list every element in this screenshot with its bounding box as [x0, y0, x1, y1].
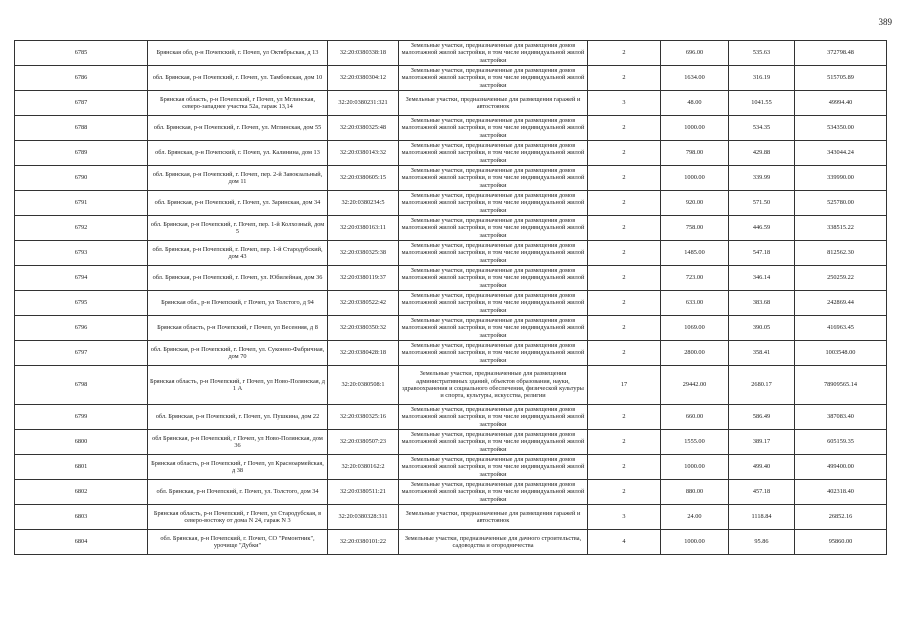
row-specific-value: 571.50 — [729, 191, 795, 216]
row-number: 6803 — [15, 505, 148, 530]
row-number: 6797 — [15, 341, 148, 366]
row-cadastral-value: 605159.35 — [795, 430, 887, 455]
row-area: 1000.00 — [661, 166, 729, 191]
row-group: 17 — [588, 366, 661, 405]
row-specific-value: 358.41 — [729, 341, 795, 366]
table-row — [15, 405, 887, 430]
row-address: обл Брянская, р-н Почепский, г Почеп, ул Ново-Полянская, дом 36 — [148, 430, 328, 455]
row-cadastral-number: 32:20:0380325:48 — [328, 116, 399, 141]
row-group: 2 — [588, 266, 661, 291]
row-land-use: Земельные участки, предназначенные для размещения домов малоэтажной жилой застройки, в том числе индивидуальной жилой застройки — [399, 41, 588, 66]
row-address: Брянская область, р-н Почепский, г Почеп, ул Красноармейская, д 38 — [148, 455, 328, 480]
row-address: обл. Брянская, р-н Почепский, г. Почеп, СО "Ремонтник", урочище "Дубки" — [148, 530, 328, 555]
row-cadastral-number: 32:20:0380522:42 — [328, 291, 399, 316]
row-area: 880.00 — [661, 480, 729, 505]
row-land-use: Земельные участки, предназначенные для размещения домов малоэтажной жилой застройки, в том числе индивидуальной жилой застройки — [399, 405, 588, 430]
row-cadastral-value: 416963.45 — [795, 316, 887, 341]
row-cadastral-value: 515705.89 — [795, 66, 887, 91]
row-cadastral-number: 32:20:0380428:18 — [328, 341, 399, 366]
row-number: 6799 — [15, 405, 148, 430]
row-cadastral-value: 402318.40 — [795, 480, 887, 505]
row-group: 2 — [588, 66, 661, 91]
row-area: 798.00 — [661, 141, 729, 166]
row-land-use: Земельные участки, предназначенные для размещения домов малоэтажной жилой застройки, в том числе индивидуальной жилой застройки — [399, 455, 588, 480]
row-land-use: Земельные участки, предназначенные для размещения домов малоэтажной жилой застройки, в том числе индивидуальной жилой застройки — [399, 216, 588, 241]
row-address: обл. Брянская, р-н Почепский, г. Почеп, ул. Заринская, дом 34 — [148, 191, 328, 216]
row-cadastral-value: 343044.24 — [795, 141, 887, 166]
row-number: 6785 — [15, 41, 148, 66]
row-area: 758.00 — [661, 216, 729, 241]
table-row — [15, 291, 887, 316]
row-area: 1000.00 — [661, 530, 729, 555]
table-row — [15, 480, 887, 505]
row-specific-value: 2680.17 — [729, 366, 795, 405]
row-address: обл. Брянская, р-н Почепский, г. Почеп, пер. 1-й Стародубский, дом 43 — [148, 241, 328, 266]
row-cadastral-number: 32:20:0380163:11 — [328, 216, 399, 241]
row-specific-value: 316.19 — [729, 66, 795, 91]
table-row — [15, 141, 887, 166]
row-group: 2 — [588, 41, 661, 66]
row-cadastral-number: 32:20:0380325:38 — [328, 241, 399, 266]
row-specific-value: 390.05 — [729, 316, 795, 341]
row-specific-value: 429.88 — [729, 141, 795, 166]
row-land-use: Земельные участки, предназначенные для размещения домов малоэтажной жилой застройки, в том числе индивидуальной жилой застройки — [399, 430, 588, 455]
row-cadastral-number: 32:20:0380350:32 — [328, 316, 399, 341]
row-cadastral-value: 1003548.00 — [795, 341, 887, 366]
row-number: 6791 — [15, 191, 148, 216]
row-specific-value: 1041.55 — [729, 91, 795, 116]
row-specific-value: 446.59 — [729, 216, 795, 241]
row-specific-value: 586.49 — [729, 405, 795, 430]
row-address: Брянская обл., р-н Почепский, г Почеп, ул Толстого, д 94 — [148, 291, 328, 316]
page-number: 389 — [878, 17, 892, 27]
row-land-use: Земельные участки, предназначенные для размещения гаражей и автостоянок — [399, 91, 588, 116]
row-specific-value: 499.40 — [729, 455, 795, 480]
row-area: 1069.00 — [661, 316, 729, 341]
row-number: 6792 — [15, 216, 148, 241]
row-specific-value: 339.99 — [729, 166, 795, 191]
row-number: 6787 — [15, 91, 148, 116]
row-number: 6795 — [15, 291, 148, 316]
row-group: 2 — [588, 216, 661, 241]
row-area: 1000.00 — [661, 116, 729, 141]
row-land-use: Земельные участки, предназначенные для размещения домов малоэтажной жилой застройки, в том числе индивидуальной жилой застройки — [399, 166, 588, 191]
row-address: Брянская область, р-н Почепский, г Почеп, ул Весенняя, д 8 — [148, 316, 328, 341]
row-address: Брянская область, р-н Почепский, г Почеп, ул Стародубская, в северо-востоку от дома N 24, гараж N 3 — [148, 505, 328, 530]
row-cadastral-value: 49994.40 — [795, 91, 887, 116]
row-address: Брянская обл, р-н Почепский, г. Почеп, ул Октябрьская, д 13 — [148, 41, 328, 66]
row-land-use: Земельные участки, предназначенные для размещения гаражей и автостоянок — [399, 505, 588, 530]
row-land-use: Земельные участки, предназначенные для размещения домов малоэтажной жилой застройки, в том числе индивидуальной жилой застройки — [399, 341, 588, 366]
row-number: 6804 — [15, 530, 148, 555]
row-address: обл. Брянская, р-н Почепский, г. Почеп, ул. Мглинская, дом 55 — [148, 116, 328, 141]
row-land-use: Земельные участки, предназначенные для размещения административных зданий, объектов образования, науки, здравоохранения и социального обеспечения, физической культуры и спорта, культуры, искусства, религии — [399, 366, 588, 405]
row-cadastral-value: 525780.00 — [795, 191, 887, 216]
table-row — [15, 455, 887, 480]
row-cadastral-number: 32:20:0380328:311 — [328, 505, 399, 530]
row-area: 660.00 — [661, 405, 729, 430]
row-land-use: Земельные участки, предназначенные для размещения домов малоэтажной жилой застройки, в том числе индивидуальной жилой застройки — [399, 480, 588, 505]
table-row — [15, 366, 887, 405]
row-area: 633.00 — [661, 291, 729, 316]
row-area: 723.00 — [661, 266, 729, 291]
row-address: обл. Брянская, р-н Почепский, г. Почеп, ул. Толстого, дом 34 — [148, 480, 328, 505]
row-address: обл. Брянская, р-н Почепский, г. Почеп, пер. 1-й Колхозный, дом 5 — [148, 216, 328, 241]
row-cadastral-number: 32:20:0380511:21 — [328, 480, 399, 505]
table-row — [15, 430, 887, 455]
row-cadastral-value: 534350.00 — [795, 116, 887, 141]
row-cadastral-number: 32:20:0380304:12 — [328, 66, 399, 91]
row-specific-value: 383.68 — [729, 291, 795, 316]
row-number: 6786 — [15, 66, 148, 91]
table-row — [15, 216, 887, 241]
table-row — [15, 91, 887, 116]
row-address: обл. Брянская, р-н Почепский, г. Почеп, ул. Калинина, дом 13 — [148, 141, 328, 166]
row-cadastral-value: 26852.16 — [795, 505, 887, 530]
table-row — [15, 191, 887, 216]
row-land-use: Земельные участки, предназначенные для размещения домов малоэтажной жилой застройки, в том числе индивидуальной жилой застройки — [399, 291, 588, 316]
row-land-use: Земельные участки, предназначенные для размещения домов малоэтажной жилой застройки, в том числе индивидуальной жилой застройки — [399, 141, 588, 166]
row-land-use: Земельные участки, предназначенные для размещения домов малоэтажной жилой застройки, в том числе индивидуальной жилой застройки — [399, 241, 588, 266]
row-land-use: Земельные участки, предназначенные для размещения домов малоэтажной жилой застройки, в том числе индивидуальной жилой застройки — [399, 191, 588, 216]
row-cadastral-value: 250259.22 — [795, 266, 887, 291]
row-specific-value: 1118.84 — [729, 505, 795, 530]
row-number: 6800 — [15, 430, 148, 455]
row-area: 29442.00 — [661, 366, 729, 405]
row-group: 3 — [588, 91, 661, 116]
row-area: 1634.00 — [661, 66, 729, 91]
row-address: обл. Брянская, р-н Почепский, г. Почеп, ул. Суконно-Фабричная, дом 70 — [148, 341, 328, 366]
row-group: 2 — [588, 455, 661, 480]
row-group: 2 — [588, 291, 661, 316]
row-address: Брянская область, р-н Почепский, г Почеп, ул Ново-Полянская, д 1 А — [148, 366, 328, 405]
row-number: 6793 — [15, 241, 148, 266]
row-number: 6801 — [15, 455, 148, 480]
row-cadastral-number: 32:20:0380338:18 — [328, 41, 399, 66]
row-cadastral-number: 32:20:0380325:16 — [328, 405, 399, 430]
row-group: 2 — [588, 166, 661, 191]
row-specific-value: 389.17 — [729, 430, 795, 455]
row-cadastral-number: 32:20:0380143:32 — [328, 141, 399, 166]
row-area: 1000.00 — [661, 455, 729, 480]
row-cadastral-value: 339990.00 — [795, 166, 887, 191]
row-number: 6789 — [15, 141, 148, 166]
row-number: 6796 — [15, 316, 148, 341]
row-cadastral-number: 32:20:0380231:321 — [328, 91, 399, 116]
table-row — [15, 241, 887, 266]
row-cadastral-number: 32:20:0380119:37 — [328, 266, 399, 291]
row-specific-value: 95.86 — [729, 530, 795, 555]
row-number: 6794 — [15, 266, 148, 291]
row-group: 2 — [588, 141, 661, 166]
row-group: 3 — [588, 505, 661, 530]
row-specific-value: 534.35 — [729, 116, 795, 141]
row-number: 6788 — [15, 116, 148, 141]
table-row — [15, 316, 887, 341]
row-group: 2 — [588, 316, 661, 341]
row-land-use: Земельные участки, предназначенные для размещения домов малоэтажной жилой застройки, в том числе индивидуальной жилой застройки — [399, 266, 588, 291]
row-cadastral-number: 32:20:0380507:23 — [328, 430, 399, 455]
row-group: 2 — [588, 405, 661, 430]
row-group: 2 — [588, 430, 661, 455]
table-row — [15, 66, 887, 91]
row-group: 4 — [588, 530, 661, 555]
table-row — [15, 116, 887, 141]
row-area: 24.00 — [661, 505, 729, 530]
row-land-use: Земельные участки, предназначенные для размещения домов малоэтажной жилой застройки, в том числе индивидуальной жилой застройки — [399, 116, 588, 141]
row-cadastral-number: 32:20:0380605:15 — [328, 166, 399, 191]
row-area: 48.00 — [661, 91, 729, 116]
row-area: 1555.00 — [661, 430, 729, 455]
row-specific-value: 346.14 — [729, 266, 795, 291]
row-area: 920.00 — [661, 191, 729, 216]
row-land-use: Земельные участки, предназначенные для размещения домов малоэтажной жилой застройки, в том числе индивидуальной жилой застройки — [399, 66, 588, 91]
row-area: 2800.00 — [661, 341, 729, 366]
row-address: Брянская область, р-н Почепский, г Почеп, ул Мглинская, северо-западнее участка 52а, гараж 13,14 — [148, 91, 328, 116]
row-address: обл. Брянская, р-н Почепский, г. Почеп, пер. 2-й Завокзальный, дом 11 — [148, 166, 328, 191]
row-cadastral-value: 338515.22 — [795, 216, 887, 241]
row-cadastral-value: 242869.44 — [795, 291, 887, 316]
row-number: 6790 — [15, 166, 148, 191]
row-cadastral-number: 32:20:0380234:5 — [328, 191, 399, 216]
row-specific-value: 457.18 — [729, 480, 795, 505]
table-row — [15, 266, 887, 291]
row-cadastral-value: 499400.00 — [795, 455, 887, 480]
row-area: 696.00 — [661, 41, 729, 66]
row-address: обл. Брянская, р-н Почепский, г. Почеп, ул. Юбилейная, дом 36 — [148, 266, 328, 291]
row-specific-value: 535.63 — [729, 41, 795, 66]
row-area: 1485.00 — [661, 241, 729, 266]
table-row — [15, 530, 887, 555]
cadastral-value-table — [14, 40, 887, 555]
table-row — [15, 166, 887, 191]
row-cadastral-value: 387083.40 — [795, 405, 887, 430]
row-land-use: Земельные участки, предназначенные для размещения домов малоэтажной жилой застройки, в том числе индивидуальной жилой застройки — [399, 316, 588, 341]
row-number: 6802 — [15, 480, 148, 505]
row-cadastral-value: 95860.00 — [795, 530, 887, 555]
row-group: 2 — [588, 341, 661, 366]
table-row — [15, 341, 887, 366]
row-cadastral-value: 78909565.14 — [795, 366, 887, 405]
row-land-use: Земельные участки, предназначенные для дачного строительства, садоводства и огородничества — [399, 530, 588, 555]
row-cadastral-value: 372798.48 — [795, 41, 887, 66]
row-address: обл. Брянская, р-н Почепский, г. Почеп, ул. Тамбовская, дом 10 — [148, 66, 328, 91]
row-cadastral-number: 32:20:0380162:2 — [328, 455, 399, 480]
row-group: 2 — [588, 480, 661, 505]
row-number: 6798 — [15, 366, 148, 405]
row-specific-value: 547.18 — [729, 241, 795, 266]
row-group: 2 — [588, 116, 661, 141]
row-cadastral-number: 32:20:0380101:22 — [328, 530, 399, 555]
row-cadastral-number: 32:20:0380508:1 — [328, 366, 399, 405]
table-row — [15, 505, 887, 530]
row-group: 2 — [588, 241, 661, 266]
row-group: 2 — [588, 191, 661, 216]
row-cadastral-value: 812562.30 — [795, 241, 887, 266]
table-row — [15, 41, 887, 66]
row-address: обл. Брянская, р-н Почепский, г. Почеп, ул. Пушкина, дом 22 — [148, 405, 328, 430]
